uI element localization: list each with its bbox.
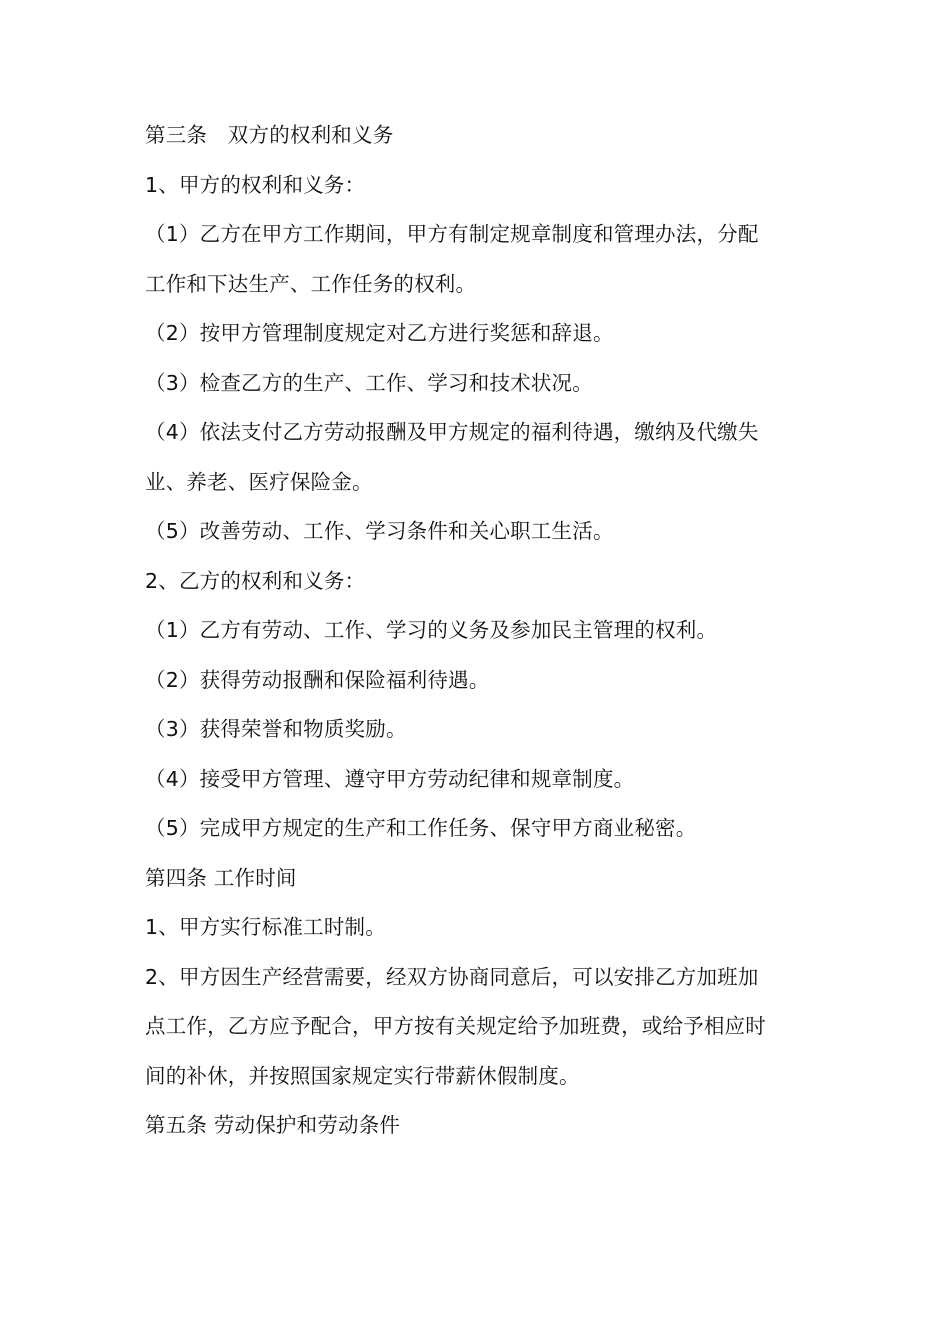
article-4-clause-2-line-3: 间的补休，并按照国家规定实行带薪休假制度。 — [145, 1063, 580, 1088]
article-4-heading: 第四条 工作时间 — [145, 865, 297, 890]
document-body — [145, 111, 815, 1151]
clause-1-item-1-line-1: （1）乙方在甲方工作期间，甲方有制定规章制度和管理办法，分配 — [145, 222, 759, 246]
article-4-clause-1: 1、甲方实行标准工时制。 — [145, 915, 386, 939]
clause-2-item-5: （5）完成甲方规定的生产和工作任务、保守甲方商业秘密。 — [145, 816, 697, 840]
clause-1-item-5: （5）改善劳动、工作、学习条件和关心职工生活。 — [145, 519, 614, 543]
clause-1-item-2: （2）按甲方管理制度规定对乙方进行奖惩和辞退。 — [145, 321, 614, 345]
article-5-heading: 第五条 劳动保护和劳动条件 — [145, 1113, 401, 1137]
clause-2-item-4: （4）接受甲方管理、遵守甲方劳动纪律和规章制度。 — [145, 766, 635, 791]
article-3-heading: 第三条 双方的权利和义务 — [145, 123, 394, 147]
clause-1-item-4-line-1: （4）依法支付乙方劳动报酬及甲方规定的福利待遇，缴纳及代缴失 — [145, 420, 759, 444]
clause-2-item-1: （1）乙方有劳动、工作、学习的义务及参加民主管理的权利。 — [145, 618, 718, 642]
clause-1-item-3: （3）检查乙方的生产、工作、学习和技术状况。 — [145, 370, 593, 395]
clause-1-item-1-line-2: 工作和下达生产、工作任务的权利。 — [145, 271, 477, 296]
article-4-clause-2-line-2: 点工作，乙方应予配合，甲方按有关规定给予加班费，或给予相应时 — [145, 1014, 766, 1038]
clause-1-heading: 1、甲方的权利和义务： — [145, 172, 366, 197]
clause-1-item-4-line-2: 业、养老、医疗保险金。 — [145, 469, 373, 494]
clause-2-heading: 2、乙方的权利和义务： — [145, 568, 366, 593]
article-4-clause-2-line-1: 2、甲方因生产经营需要，经双方协商同意后，可以安排乙方加班加 — [145, 964, 759, 989]
clause-2-item-2: （2）获得劳动报酬和保险福利待遇。 — [145, 667, 490, 692]
clause-2-item-3: （3）获得荣誉和物质奖励。 — [145, 717, 407, 741]
